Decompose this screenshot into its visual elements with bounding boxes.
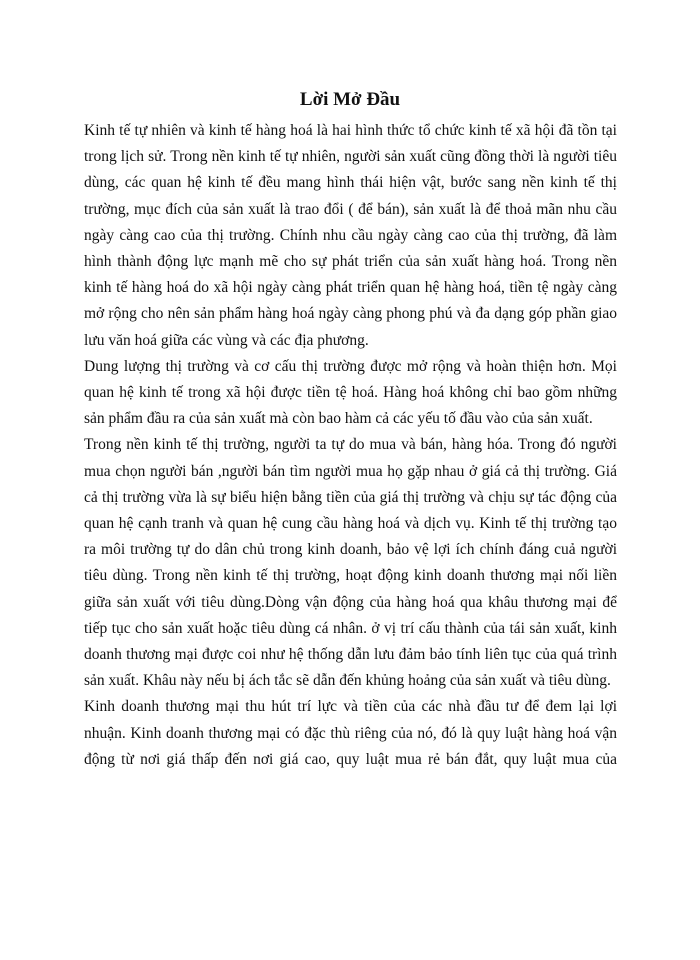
paragraph-2: Dung lượng thị trường và cơ cấu thị trường được mở rộng và hoàn thiện hơn. Mọi quan hệ kinh tế trong xã hội được tiền tệ hoá. Hàng hoá không chỉ bao gồm những sản phẩm đầu ra của sản xuất mà còn bao hàm cả các yếu tố đầu vào của sản xuất. <box>84 357 617 428</box>
document-body <box>84 118 617 773</box>
paragraph-4: Kinh doanh thương mại thu hút trí lực và tiền của các nhà đầu tư để đem lại lợi nhuận. Kinh doanh thương mại có đặc thù riêng của nó, đó là quy luật hàng hoá vận động từ nơi giá thấp đến nơi giá cao, quy luật mua rẻ bán đắt, quy luật mua của <box>84 698 617 768</box>
page-title: Lời Mở Đầu <box>299 89 401 110</box>
paragraph-1: Kinh tế tự nhiên và kinh tế hàng hoá là hai hình thức tổ chức kinh tế xã hội đã tồn tại trong lịch sử. Trong nền kinh tế tự nhiên, người sản xuất cũng đồng thời là người tiêu dùng, các quan hệ kinh tế đều mang hình thái hiện vật, bước sang nền kinh tế thị trường, mục đích của sản xuất là trao đổi ( để bán), sản xuất là để thoả mãn nhu cầu ngày càng cao của thị trường. Chính nhu cầu ngày càng cao của thị trường, đã làm hình thành động lực mạnh mẽ cho sự phát triển của sản xuất hàng hoá. Trong nền kinh tế hàng hoá do xã hội ngày càng phát triển quan hệ hàng hoá, tiền tệ ngày càng mở rộng cho nên sản phẩm hàng hoá ngày càng phong phú và đa dạng góp phần giao lưu văn hoá giữa các vùng và các địa phương. <box>84 122 617 349</box>
paragraph-3: Trong nền kinh tế thị trường, người ta tự do mua và bán, hàng hóa. Trong đó người mua chọn người bán ,người bán tìm người mua họ gặp nhau ở giá cả thị trường. Giá cả thị trường vừa là sự biểu hiện bằng tiền của giá thị trường và chịu sự tác động của quan hệ cạnh tranh và quan hệ cung cầu hàng hoá và dịch vụ. Kinh tế thị trường tạo ra môi trường tự do dân chủ trong kinh doanh, bảo vệ lợi ích chính đáng cuả người tiêu dùng. Trong nền kinh tế thị trường, hoạt động kinh doanh thương mại nối liền giữa sản xuất với tiêu dùng.Dòng vận động của hàng hoá qua khâu thương mại để tiếp tục cho sản xuất hoặc tiêu dùng cá nhân. ở vị trí cấu thành của tái sản xuất, kinh doanh thương mại được coi như hệ thống dẫn lưu đảm bảo tính liên tục của quá trình sản xuất. Khâu này nếu bị ách tắc sẽ dẫn đến khủng hoảng của sản xuất và tiêu dùng. <box>84 436 617 690</box>
